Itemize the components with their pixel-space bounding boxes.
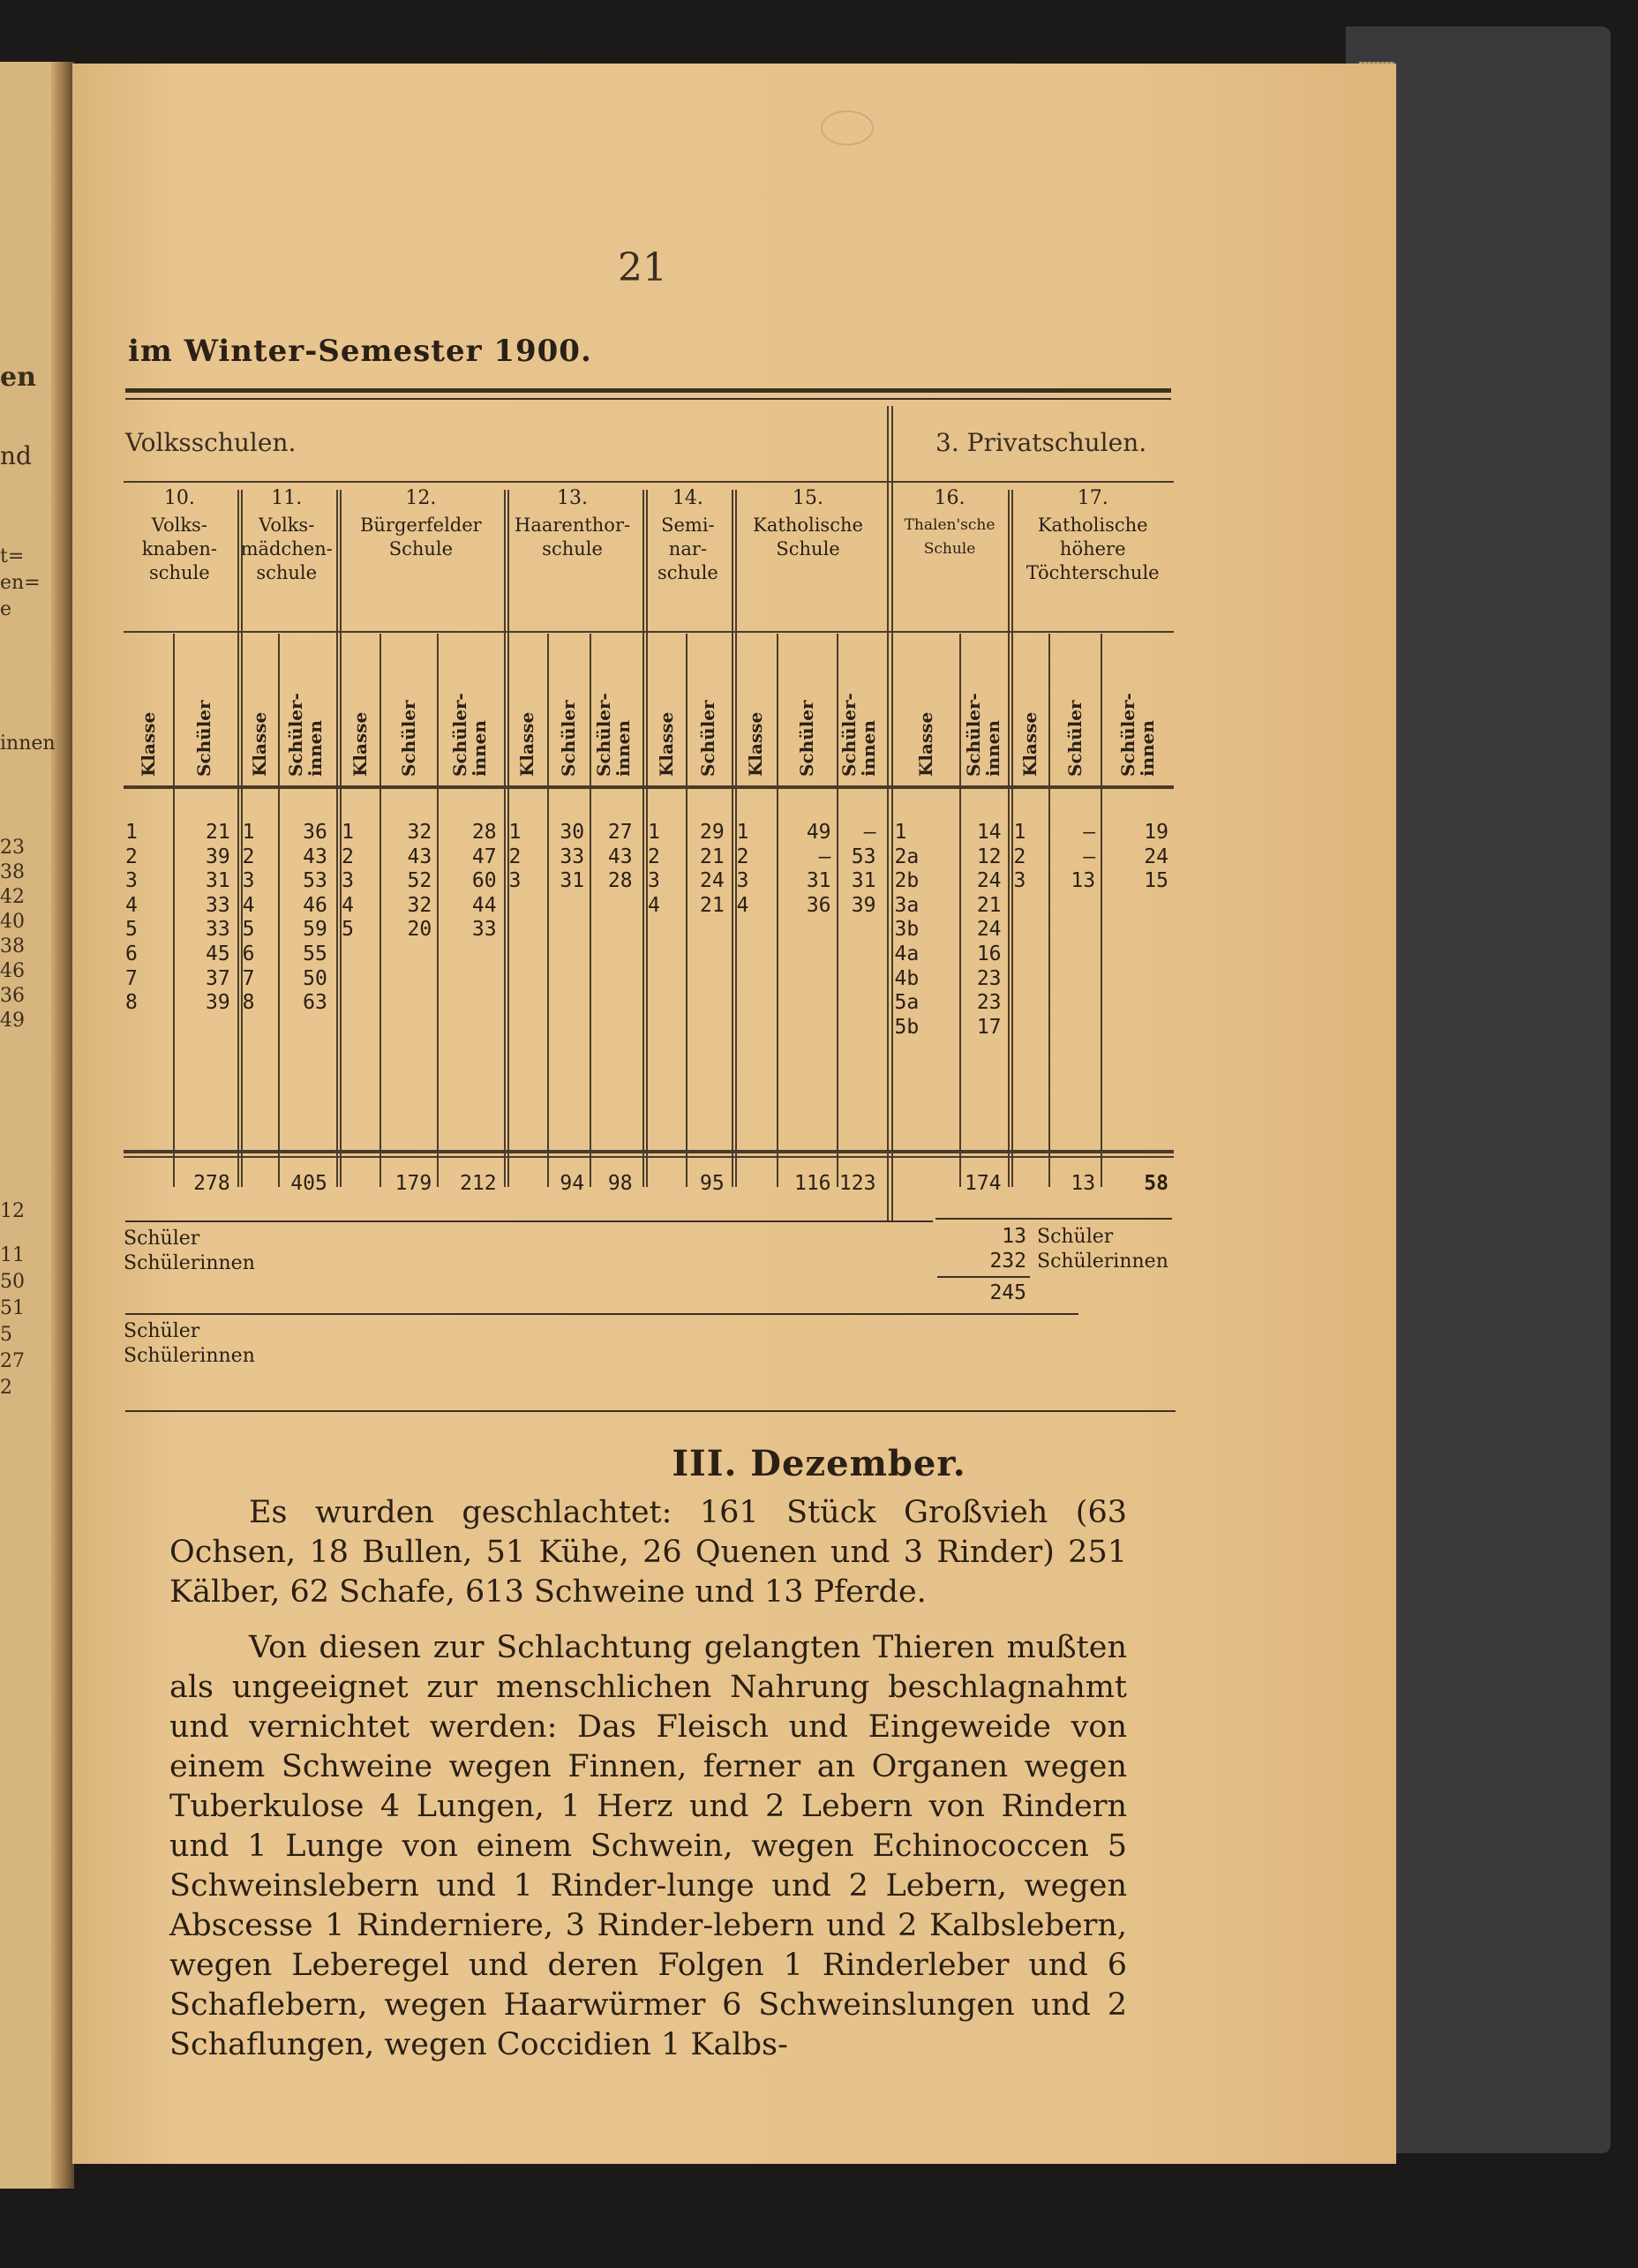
table-cell: 31 xyxy=(851,869,876,893)
table-cell: 2b xyxy=(894,869,920,893)
column-total: 94 xyxy=(560,1172,585,1195)
table-cell: 39 xyxy=(851,893,876,917)
school-name: Semi- nar- schule xyxy=(657,514,718,583)
group-title-privatschulen: 3. Privatschulen. xyxy=(935,428,1147,457)
heading-rule-thin xyxy=(125,398,1171,400)
class-column xyxy=(509,821,542,894)
table-cell: 43 xyxy=(303,845,327,868)
school-separator xyxy=(642,490,644,1187)
fragment: t= xyxy=(0,545,25,567)
table-cell: 1 xyxy=(894,821,907,844)
column-total: 98 xyxy=(607,1172,633,1195)
fragment: innen xyxy=(0,732,56,755)
count-column xyxy=(1050,821,1095,894)
school-name: Volks- knaben- schule xyxy=(141,514,217,583)
summary-value: 232 xyxy=(989,1250,1026,1273)
table-cell: — xyxy=(863,821,876,844)
stamp-mark xyxy=(821,110,874,146)
fragment: en= xyxy=(0,572,41,594)
table-cell: 23 xyxy=(976,966,1002,990)
column-line xyxy=(1048,634,1050,1187)
column-header-klasse: Klasse xyxy=(248,711,270,777)
table-cell: 1 xyxy=(736,821,749,844)
class-column xyxy=(648,821,680,918)
school-number: 16. xyxy=(934,487,966,509)
count-column xyxy=(961,821,1001,1040)
table-cell: — xyxy=(1083,845,1096,868)
fragment: 49 xyxy=(0,1010,25,1032)
table-cell: 28 xyxy=(607,869,633,893)
table-cell: 2 xyxy=(736,845,749,868)
table-cell: 43 xyxy=(607,845,633,868)
fragment: 46 xyxy=(0,960,25,982)
column-header-schuelerinnen: Schüler- innen xyxy=(285,693,327,777)
school-name: Thalen'sche Schule xyxy=(904,516,996,558)
table-cell: 45 xyxy=(205,942,230,965)
table-cell: 4 xyxy=(648,893,660,917)
school-statistics-table xyxy=(124,406,1178,1253)
paragraph: Es wurden geschlachtet: 161 Stück Großvieh (63 Ochsen, 18 Bullen, 51 Kühe, 26 Quenen und 3 Rinder) 251 Kälber, 62 Schafe, 613 Schweine und 13 Pferde. xyxy=(169,1495,1127,1610)
column-header-klasse: Klasse xyxy=(137,711,159,777)
table-cell: 32 xyxy=(407,893,432,917)
school-number: 12. xyxy=(405,487,437,509)
column-header-schueler: Schüler xyxy=(557,700,579,777)
table-cell: 37 xyxy=(205,966,230,990)
table-cell: — xyxy=(1083,821,1096,844)
summary-label: Schülerinnen xyxy=(124,1252,255,1274)
rule-line xyxy=(124,1150,1174,1153)
school-number: 13. xyxy=(557,487,589,509)
table-cell: 24 xyxy=(1144,845,1168,868)
table-cell: 20 xyxy=(407,918,432,942)
count-column xyxy=(381,821,432,942)
table-cell: 13 xyxy=(1071,869,1096,893)
fragment: 38 xyxy=(0,935,25,958)
table-cell: 53 xyxy=(851,845,876,868)
rule-line xyxy=(124,631,1174,633)
column-header-schueler: Schüler xyxy=(397,700,419,777)
column-header-schuelerinnen: Schüler- innen xyxy=(962,693,1003,777)
table-cell: 3 xyxy=(242,869,255,893)
table-cell: 21 xyxy=(976,893,1002,917)
group-title-volksschulen: Volksschulen. xyxy=(125,428,297,457)
count-column xyxy=(280,821,327,1016)
table-cell: 24 xyxy=(976,918,1002,942)
fragment: 38 xyxy=(0,861,25,883)
table-cell: 17 xyxy=(976,1015,1002,1039)
table-cell: 14 xyxy=(976,821,1002,844)
table-cell: 29 xyxy=(700,821,725,844)
table-cell: 27 xyxy=(607,821,633,844)
rule-line xyxy=(124,785,1174,789)
class-column xyxy=(1013,821,1042,894)
school-separator xyxy=(237,490,239,1187)
fragment: 36 xyxy=(0,985,25,1007)
summary-label: Schülerinnen xyxy=(124,1345,255,1367)
table-cell: 4b xyxy=(894,966,920,990)
table-cell: 3 xyxy=(736,869,749,893)
table-cell: 2 xyxy=(508,845,522,868)
table-cell: 33 xyxy=(205,893,230,917)
column-header-klasse: Klasse xyxy=(745,711,767,777)
class-column xyxy=(737,821,771,918)
count-column xyxy=(838,821,876,918)
count-column xyxy=(175,821,230,1016)
column-total: 174 xyxy=(964,1172,1002,1195)
class-column xyxy=(342,821,374,942)
column-line xyxy=(547,634,549,1187)
column-total: 116 xyxy=(793,1172,831,1195)
table-cell: 33 xyxy=(205,918,230,942)
table-cell: 16 xyxy=(976,942,1002,965)
table-cell: 5 xyxy=(125,918,138,942)
fragment: 2 xyxy=(0,1377,12,1399)
school-number: 17. xyxy=(1077,487,1108,509)
column-header-schuelerinnen: Schüler- innen xyxy=(1116,693,1158,777)
brace-line xyxy=(125,1313,1078,1315)
table-cell: 5b xyxy=(894,1015,920,1039)
school-separator xyxy=(504,490,506,1187)
table-cell: 31 xyxy=(560,869,585,893)
table-cell: 2 xyxy=(648,845,660,868)
table-cell: 19 xyxy=(1144,821,1168,844)
column-header-schueler: Schüler xyxy=(696,700,718,777)
column-total: 278 xyxy=(193,1172,230,1195)
brace-line xyxy=(125,1220,933,1222)
table-cell: 15 xyxy=(1144,869,1168,893)
count-column xyxy=(688,821,725,918)
rule-line xyxy=(124,1156,1174,1158)
summary-sum: 245 xyxy=(989,1281,1026,1304)
column-total: 405 xyxy=(290,1172,327,1195)
table-cell: 4 xyxy=(342,893,354,917)
table-cell: 3 xyxy=(508,869,522,893)
class-column xyxy=(125,821,168,1016)
table-cell: 36 xyxy=(303,821,327,844)
table-cell: 28 xyxy=(471,821,497,844)
table-cell: 8 xyxy=(242,991,255,1015)
brace-line xyxy=(935,1218,1172,1220)
column-total: 123 xyxy=(838,1172,876,1195)
fragment: 12 xyxy=(0,1200,25,1222)
table-cell: 47 xyxy=(471,845,497,868)
table-cell: 2 xyxy=(125,845,138,868)
column-header-schuelerinnen: Schüler- innen xyxy=(838,693,879,777)
column-header-schueler: Schüler xyxy=(795,700,817,777)
table-cell: 8 xyxy=(125,991,138,1015)
column-total: 95 xyxy=(700,1172,725,1195)
fragment: e xyxy=(0,598,12,620)
fragment: nd xyxy=(0,441,32,470)
column-total: 13 xyxy=(1071,1172,1096,1195)
column-header-klasse: Klasse xyxy=(1019,711,1041,777)
table-cell: 32 xyxy=(407,821,432,844)
sum-rule xyxy=(937,1276,1030,1278)
table-cell: 33 xyxy=(471,918,497,942)
table-cell: 2 xyxy=(242,845,255,868)
column-header-schueler: Schüler xyxy=(1063,700,1086,777)
table-cell: 1 xyxy=(242,821,255,844)
section-title: III. Dezember. xyxy=(672,1443,966,1484)
class-column xyxy=(894,821,954,1040)
table-cell: — xyxy=(818,845,831,868)
table-cell: 23 xyxy=(976,991,1002,1015)
table-cell: 3 xyxy=(342,869,354,893)
column-header-schueler: Schüler xyxy=(193,700,215,777)
column-header-klasse: Klasse xyxy=(349,711,371,777)
count-column xyxy=(549,821,585,894)
table-cell: 5 xyxy=(342,918,354,942)
fragment: 42 xyxy=(0,886,25,908)
table-cell: 4a xyxy=(894,942,920,965)
table-cell: 3 xyxy=(1013,869,1026,893)
table-cell: 24 xyxy=(976,869,1002,893)
rule-line xyxy=(124,481,1174,483)
column-header-schuelerinnen: Schüler- innen xyxy=(448,693,490,777)
table-cell: 21 xyxy=(205,821,230,844)
summary-label: Schüler xyxy=(124,1228,200,1250)
fragment: 50 xyxy=(0,1271,25,1293)
table-cell: 2 xyxy=(1013,845,1026,868)
school-number: 14. xyxy=(672,487,703,509)
column-total: 58 xyxy=(1144,1172,1168,1195)
column-header-klasse: Klasse xyxy=(516,711,538,777)
table-cell: 3b xyxy=(894,918,920,942)
school-name: Volks- mädchen- schule xyxy=(240,514,333,583)
table-cell: 55 xyxy=(303,942,327,965)
column-line xyxy=(590,634,591,1187)
table-cell: 1 xyxy=(125,821,138,844)
table-cell: 44 xyxy=(471,893,497,917)
school-name: Katholische höhere Töchterschule xyxy=(1026,514,1160,583)
table-cell: 12 xyxy=(976,845,1002,868)
table-cell: 6 xyxy=(242,942,255,965)
table-cell: 52 xyxy=(407,869,432,893)
table-cell: 59 xyxy=(303,918,327,942)
table-cell: 43 xyxy=(407,845,432,868)
page-number: 21 xyxy=(618,245,667,290)
table-cell: 4 xyxy=(736,893,749,917)
table-cell: 63 xyxy=(303,991,327,1015)
table-cell: 3 xyxy=(125,869,138,893)
column-header-klasse: Klasse xyxy=(655,711,677,777)
page-heading: im Winter-Semester 1900. xyxy=(128,334,592,369)
school-separator xyxy=(336,490,338,1187)
table-cell: 39 xyxy=(205,991,230,1015)
school-number: 10. xyxy=(163,487,195,509)
group-separator xyxy=(887,406,889,1222)
summary-label: Schülerinnen xyxy=(1037,1250,1168,1273)
table-cell: 3 xyxy=(648,869,660,893)
fragment: 23 xyxy=(0,837,25,859)
column-header-klasse: Klasse xyxy=(915,711,937,777)
table-cell: 5a xyxy=(894,991,920,1015)
table-cell: 31 xyxy=(806,869,831,893)
table-cell: 6 xyxy=(125,942,138,965)
table-cell: 50 xyxy=(303,966,327,990)
school-name: Bürgerfelder Schule xyxy=(359,514,482,559)
count-column xyxy=(591,821,632,894)
fragment: 11 xyxy=(0,1244,25,1266)
fragment: 51 xyxy=(0,1297,25,1319)
summary-value: 13 xyxy=(1002,1225,1026,1248)
column-total: 212 xyxy=(460,1172,497,1195)
school-number: 11. xyxy=(271,487,303,509)
school-name: Katholische Schule xyxy=(753,514,863,559)
table-cell: 7 xyxy=(242,966,255,990)
table-cell: 46 xyxy=(303,893,327,917)
table-cell: 7 xyxy=(125,966,138,990)
table-cell: 4 xyxy=(242,893,255,917)
fragment: en xyxy=(0,362,36,393)
section-rule xyxy=(125,1410,1176,1412)
table-cell: 3a xyxy=(894,893,920,917)
summary-label: Schüler xyxy=(1037,1226,1114,1248)
heading-rule xyxy=(125,388,1171,393)
table-cell: 1 xyxy=(648,821,660,844)
table-cell: 31 xyxy=(205,869,230,893)
school-number: 15. xyxy=(793,487,824,509)
count-column xyxy=(439,821,496,942)
table-cell: 36 xyxy=(806,893,831,917)
table-cell: 5 xyxy=(242,918,255,942)
school-separator xyxy=(732,490,733,1187)
fragment: 27 xyxy=(0,1350,25,1372)
table-cell: 21 xyxy=(700,845,725,868)
table-cell: 1 xyxy=(508,821,522,844)
fragment: 5 xyxy=(0,1324,12,1346)
table-cell: 33 xyxy=(560,845,585,868)
table-cell: 2a xyxy=(894,845,920,868)
table-cell: 30 xyxy=(560,821,585,844)
class-column xyxy=(243,821,274,1016)
book-gutter xyxy=(51,62,74,2189)
summary-label: Schüler xyxy=(124,1320,200,1342)
count-column xyxy=(1102,821,1168,894)
table-cell: 1 xyxy=(1013,821,1026,844)
count-column xyxy=(778,821,830,918)
table-cell: 49 xyxy=(806,821,831,844)
column-header-schuelerinnen: Schüler- innen xyxy=(593,693,635,777)
table-cell: 21 xyxy=(700,893,725,917)
table-cell: 4 xyxy=(125,893,138,917)
fragment: 40 xyxy=(0,911,25,933)
paragraph: Von diesen zur Schlachtung gelangten Thieren mußten als ungeeignet zur menschlichen Nahrung beschlagnahmt und vernichtet werden: Das Fleisch und Eingeweide von einem Schweine wegen Finnen, ferner an Organen wegen Tuberkulose 4 Lungen, 1 Herz und 2 Lebern von Rindern und 1 Lunge von einem Schwein, wegen Echinococcen 5 Schweinslebern und 1 Rinder-lunge und 2 Lebern, wegen Abscesse 1 Rinderniere, 3 Rinder-lebern und 2 Kalbslebern, wegen Leberegel und deren Folgen 1 Rinderleber und 6 Schaflebern, wegen Haarwürmer 6 Schweinslungen und 2 Schaflungen, wegen Coccidien 1 Kalbs- xyxy=(169,1630,1127,2062)
table-cell: 53 xyxy=(303,869,327,893)
school-name: Haarenthor- schule xyxy=(515,514,631,559)
table-cell: 2 xyxy=(342,845,354,868)
school-separator xyxy=(1008,490,1010,1187)
table-cell: 39 xyxy=(205,845,230,868)
column-total: 179 xyxy=(394,1172,432,1195)
table-cell: 60 xyxy=(471,869,497,893)
table-cell: 24 xyxy=(700,869,725,893)
table-cell: 1 xyxy=(342,821,354,844)
column-line xyxy=(1101,634,1102,1187)
